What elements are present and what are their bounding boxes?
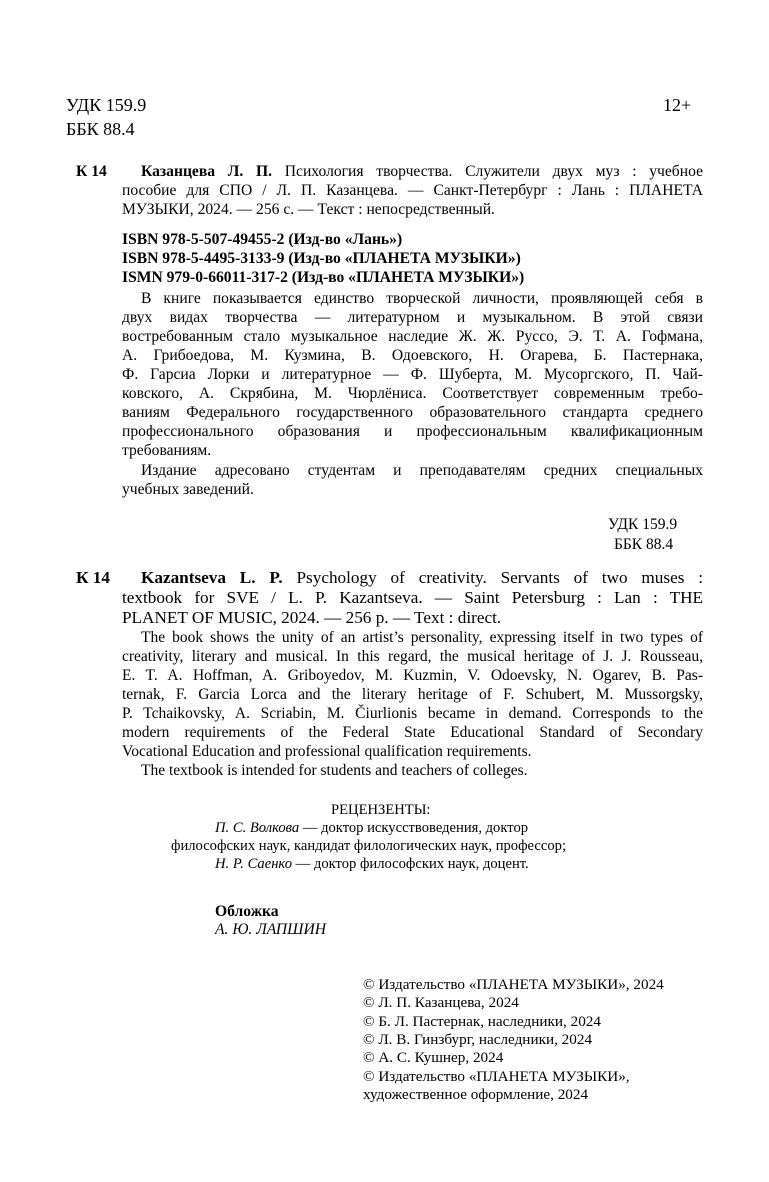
age-rating: 12+ bbox=[663, 95, 692, 115]
reviewer-2-desc: — доктор философских наук, доцент. bbox=[292, 856, 529, 872]
ru-title-line-2: пособие для СПО / Л. П. Казанцева. — Санкт-Петербург : Лань : ПЛАНЕТА bbox=[122, 182, 703, 199]
ru-annotation-line: Ф. Гарсиа Лорки и литературное — Ф. Шуберта, М. Мусоргского, П. Чай- bbox=[122, 366, 703, 383]
reviewer-1-line-2: философских наук, кандидат филологических наук, профессор; bbox=[171, 838, 566, 854]
ismn-planeta: ISMN 979-0-66011-317-2 (Изд-во «ПЛАНЕТА МУЗЫКИ») bbox=[122, 269, 525, 286]
ru-annotation-line: двух видах творчества — литературном и музыкальном. В этой связи bbox=[122, 309, 703, 326]
ru-audience-line: учебных заведений. bbox=[122, 481, 254, 498]
ru-audience-line: Издание адресовано студентам и преподавателям средних специальных bbox=[141, 462, 703, 479]
cover-artist: А. Ю. ЛАПШИН bbox=[215, 921, 326, 938]
isbn-planeta: ISBN 978-5-4495-3133-9 (Изд-во «ПЛАНЕТА МУЗЫКИ») bbox=[122, 250, 521, 267]
reviewer-2 bbox=[215, 855, 529, 873]
ru-annotation-line: А. Грибоедова, М. Кузмина, В. Одоевского, Н. Огарева, Б. Пастернака, bbox=[122, 347, 703, 364]
copyright-line: © Л. П. Казанцева, 2024 bbox=[363, 994, 519, 1011]
cover-label: Обложка bbox=[215, 903, 279, 920]
en-annotation-line: The textbook is intended for students and teachers of colleges. bbox=[141, 762, 528, 779]
en-annotation-line: Vocational Education and professional qualification requirements. bbox=[122, 743, 532, 760]
copyright-line: © А. С. Кушнер, 2024 bbox=[363, 1049, 504, 1066]
copyright-line: © Издательство «ПЛАНЕТА МУЗЫКИ», 2024 bbox=[363, 976, 664, 993]
ru-title-text: Психология творчества. Служители двух муз : учебное bbox=[284, 163, 703, 180]
ru-author-code: К 14 bbox=[76, 163, 107, 180]
en-author-code: К 14 bbox=[76, 568, 110, 587]
copyright-line: © Л. В. Гинзбург, наследники, 2024 bbox=[363, 1031, 593, 1048]
udk-code: УДК 159.9 bbox=[66, 95, 147, 115]
reviewers-heading: РЕЦЕНЗЕНТЫ: bbox=[331, 802, 431, 818]
en-annotation-line: modern requirements of the Federal State Educational Standard of Secondary bbox=[122, 724, 703, 741]
reviewer-1-name: П. С. Волкова bbox=[215, 820, 300, 836]
en-annotation-line: creativity, literary and musical. In this regard, the musical heritage of J. J. Rousseau, bbox=[122, 648, 703, 665]
ru-title-line-1 bbox=[141, 162, 703, 181]
copyright-line: © Издательство «ПЛАНЕТА МУЗЫКИ», bbox=[363, 1068, 630, 1085]
en-title-text: Psychology of creativity. Servants of two muses : bbox=[296, 568, 704, 587]
copyright-line: художественное оформление, 2024 bbox=[363, 1086, 589, 1103]
ru-annotation-line: В книге показывается единство творческой личности, проявляющей себя в bbox=[141, 290, 703, 307]
ru-annotation-line: востребованным стало музыкальное наследие Ж. Ж. Руссо, Э. Т. А. Гофмана, bbox=[122, 328, 703, 345]
ru-annotation-line: профессионального образования и профессиональным квалификационным bbox=[122, 423, 703, 440]
ru-title-line-3: МУЗЫКИ, 2024. — 256 с. — Текст : непосредственный. bbox=[122, 201, 495, 218]
en-title-line-1 bbox=[141, 567, 703, 588]
reviewer-1 bbox=[215, 819, 528, 837]
en-title-line-3: PLANET OF MUSIC, 2024. — 256 p. — Text : direct. bbox=[122, 608, 502, 627]
reviewer-1-desc: — доктор искусствоведения, доктор bbox=[299, 820, 529, 836]
bbk-code: ББК 88.4 bbox=[66, 119, 135, 139]
reviewer-2-name: Н. Р. Саенко bbox=[215, 856, 293, 872]
ru-annotation-line: ваниям Федерального государственного образовательного стандарта среднего bbox=[122, 404, 703, 421]
en-title-line-2: textbook for SVE / L. P. Kazantseva. — Saint Petersburg : Lan : THE bbox=[122, 588, 703, 607]
copyright-line: © Б. Л. Пастернак, наследники, 2024 bbox=[363, 1013, 601, 1030]
en-annotation-line: P. Tchaikovsky, A. Scriabin, M. Čiurlionis became in demand. Corresponds to the bbox=[122, 705, 703, 722]
en-bbk-code: ББК 88.4 bbox=[614, 536, 674, 553]
ru-annotation-line: требованиям. bbox=[122, 442, 212, 459]
en-udk-code: УДК 159.9 bbox=[608, 516, 678, 533]
ru-annotation-line: ковского, А. Скрябина, М. Чюрлёниса. Соответствует современным требо- bbox=[122, 385, 703, 402]
ru-author-name: Казанцева Л. П. bbox=[141, 163, 273, 180]
en-annotation-line: E. T. A. Hoffman, A. Griboyedov, M. Kuzmin, V. Odoevsky, N. Ogarev, B. Pas- bbox=[122, 667, 703, 684]
en-author-name: Kazantseva L. P. bbox=[141, 568, 283, 587]
isbn-lan: ISBN 978-5-507-49455-2 (Изд-во «Лань») bbox=[122, 231, 403, 248]
en-annotation-line: ternak, F. Garcia Lorca and the literary heritage of F. Schubert, M. Mussorgsky, bbox=[122, 686, 703, 703]
en-annotation-line: The book shows the unity of an artist’s personality, expressing itself in two types of bbox=[141, 629, 703, 646]
